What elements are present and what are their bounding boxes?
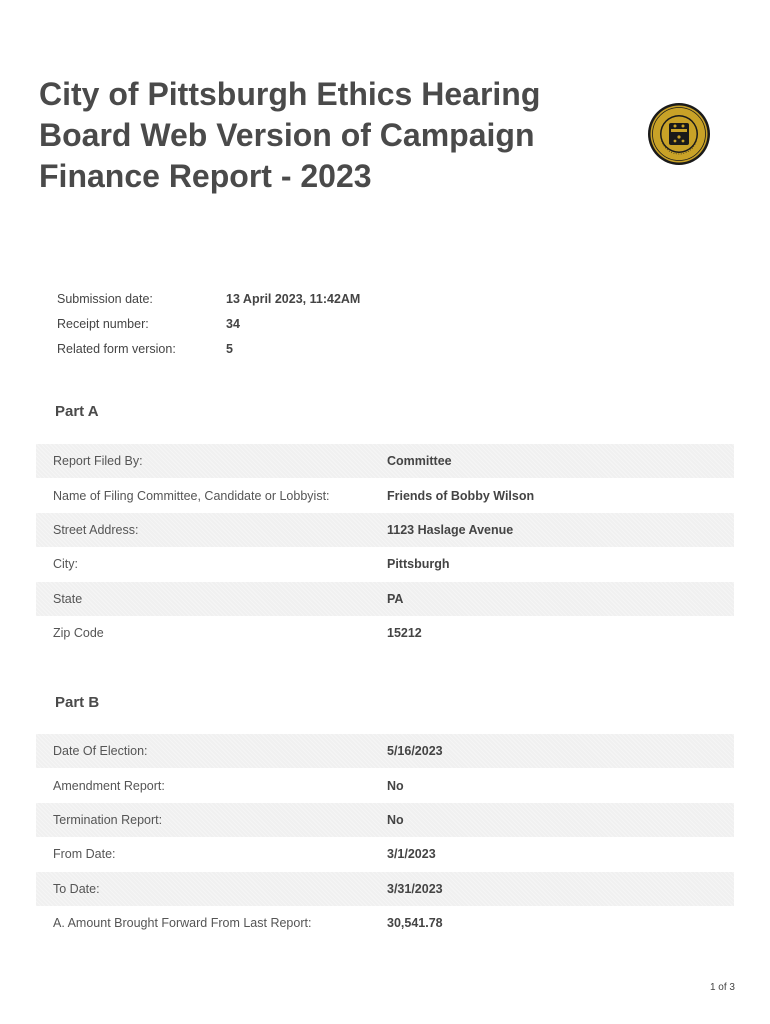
field-label: Zip Code <box>53 626 104 641</box>
field-label: From Date: <box>53 847 116 862</box>
table-row <box>36 734 734 768</box>
city-seal-icon <box>647 102 711 166</box>
field-label: To Date: <box>53 881 100 896</box>
submission-date-value: 13 April 2023, 11:42AM <box>226 291 361 306</box>
document-title: City of Pittsburgh Ethics Hearing Board Web Version of Campaign Finance Report - 2023 <box>39 76 541 194</box>
part-a-table <box>36 444 734 650</box>
field-value: Pittsburgh <box>387 557 450 572</box>
field-value: No <box>387 778 404 793</box>
table-row <box>36 444 734 478</box>
receipt-number-value: 34 <box>226 316 240 331</box>
table-row <box>36 478 734 512</box>
submission-date-label: Submission date: <box>57 291 153 306</box>
field-label: City: <box>53 557 78 572</box>
field-value: Committee <box>387 454 452 469</box>
table-row <box>36 582 734 616</box>
field-label: Date Of Election: <box>53 744 148 759</box>
form-version-row <box>57 336 360 361</box>
field-label: A. Amount Brought Forward From Last Report: <box>53 916 312 931</box>
receipt-number-label: Receipt number: <box>57 316 149 331</box>
field-value: 3/31/2023 <box>387 881 443 896</box>
field-value: 15212 <box>387 626 422 641</box>
field-value: 30,541.78 <box>387 916 443 931</box>
table-row <box>36 872 734 906</box>
form-version-label: Related form version: <box>57 341 176 356</box>
field-label: Termination Report: <box>53 812 163 827</box>
table-row <box>36 768 734 802</box>
submission-info <box>57 286 360 361</box>
field-value: Friends of Bobby Wilson <box>387 488 535 503</box>
table-row <box>36 616 734 650</box>
part-b-heading: Part B <box>55 694 100 711</box>
part-b-table <box>36 734 734 940</box>
field-value: 5/16/2023 <box>387 744 443 759</box>
field-value: PA <box>387 591 404 606</box>
field-label: Street Address: <box>53 522 139 537</box>
field-label: Amendment Report: <box>53 778 165 793</box>
field-value: No <box>387 812 404 827</box>
field-label: Report Filed By: <box>53 454 143 469</box>
page-indicator: 1 of 3 <box>709 982 735 993</box>
table-row <box>36 837 734 871</box>
field-value: 3/1/2023 <box>387 847 436 862</box>
field-label: Name of Filing Committee, Candidate or Lobbyist: <box>53 488 330 503</box>
form-version-value: 5 <box>226 341 233 356</box>
table-row <box>36 906 734 940</box>
table-row <box>36 803 734 837</box>
receipt-number-row <box>57 311 360 336</box>
part-a-heading: Part A <box>55 403 99 420</box>
table-row <box>36 513 734 547</box>
field-value: 1123 Haslage Avenue <box>387 522 514 537</box>
table-row <box>36 547 734 581</box>
field-label: State <box>53 591 83 606</box>
submission-date-row <box>57 286 360 311</box>
